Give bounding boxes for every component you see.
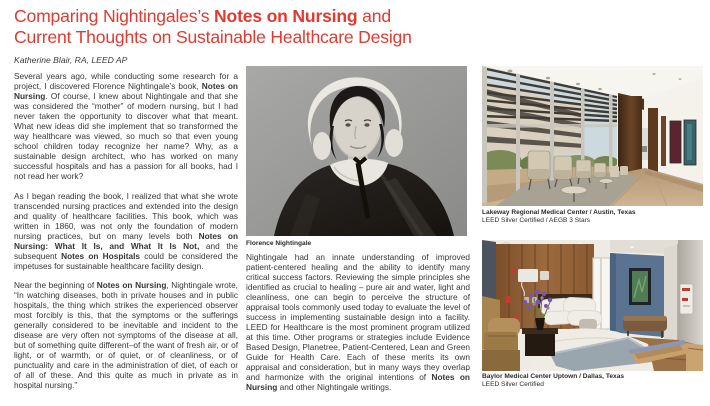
lakeway-lobby-photo <box>482 66 703 206</box>
page-title <box>14 6 534 47</box>
paragraph-3: Near the beginning of Notes on Nursing, Nightingale wrote, “In watching diseases, both in private houses and in public hospitals, the thing which strikes the experienced observer most forcibly is this, that the symptoms or the sufferings generally considered to be inevitable and incident to the disease are very often not symptoms of the disease at all, but of something quite different–of the want of fresh air, or of light, or of warmth, or of quiet, or of cleanliness, or of punctuality and care in the administration of diet, of each or of all of these. And this quite as much in private as in hospital nursing.” <box>14 280 238 391</box>
photo2-caption <box>482 373 624 388</box>
page-title-line1: Comparing Nightingales’s Notes on Nursing and <box>14 6 391 26</box>
paragraph-4: Nightingale had an innate understanding of improved patient-centered healing and the ability to identify many critical success factors. Reviewing the simple principles she identified as crucial to healing – pure air and water, light and cleanliness, one can begin to perceive the structure of appraisal tools commonly used today to evaluate the level of success in implementing sustainable design into a facility. LEED for Healthcare is the most prominent program utilized at this time. Other programs or strategies include Evidence Based Design, Planetree, Patient-Centered, Lean and Green Guide for Health Care. Each of these merits its own appraisal and consideration, but in many ways they overlap and harmonize with the original intentions of Notes on Nursing and other Nightingale writings. <box>246 252 470 392</box>
photo2-caption-title: Baylor Medical Center Uptown / Dallas, Texas <box>482 373 625 380</box>
paragraph-2: As I began reading the book, I realized that what she wrote transcended nursing practices and extended into the design and quality of healthcare facilities. This book, which was written in 1860, was not only the foundation of modern nursing practices, but on many levels both Notes on Nursing: What It Is, and What It Is Not, and the subsequent Notes on Hospitals could be considered the impetuses for sustainable healthcare facility design. <box>14 190 239 271</box>
photo2-caption-sub: LEED Silver Certified <box>482 380 544 388</box>
paragraph-1: Several years ago, while conducting some research for a project, I discovered Florence Nightingale’s book, Notes on Nursing. Of course, I knew about Nightingale and that she was considered the “mother” of modern nursing, but I had never taken the opportunity to discover what that meant. What new ideas did she implement that so transformed the way healthcare was viewed, so much so that even young school children today recognize her name? Why, as a sustainable design architect, who has worked on many successful hospitals and has a passion for all books, had I not read her work? <box>14 71 238 181</box>
photo1-caption-sub: LEED Silver Certified / AEGB 3 Stars <box>482 216 591 224</box>
page-title-line2: Current Thoughts on Sustainable Healthcare Design <box>14 26 412 47</box>
florence-nightingale-portrait-image <box>246 66 467 236</box>
photo1-caption <box>482 209 636 224</box>
photo1-caption-title: Lakeway Regional Medical Center / Austin, Texas <box>482 209 636 216</box>
patient-room-illustration <box>482 240 703 371</box>
body-column-2 <box>246 252 470 402</box>
portrait-caption: Florence Nightingale <box>246 240 312 247</box>
lobby-illustration <box>482 66 703 206</box>
author-byline: Katherine Blair, RA, LEED AP <box>14 55 128 65</box>
baylor-patient-room-photo <box>482 240 703 371</box>
portrait-illustration <box>246 66 467 236</box>
body-column-1 <box>14 71 238 400</box>
